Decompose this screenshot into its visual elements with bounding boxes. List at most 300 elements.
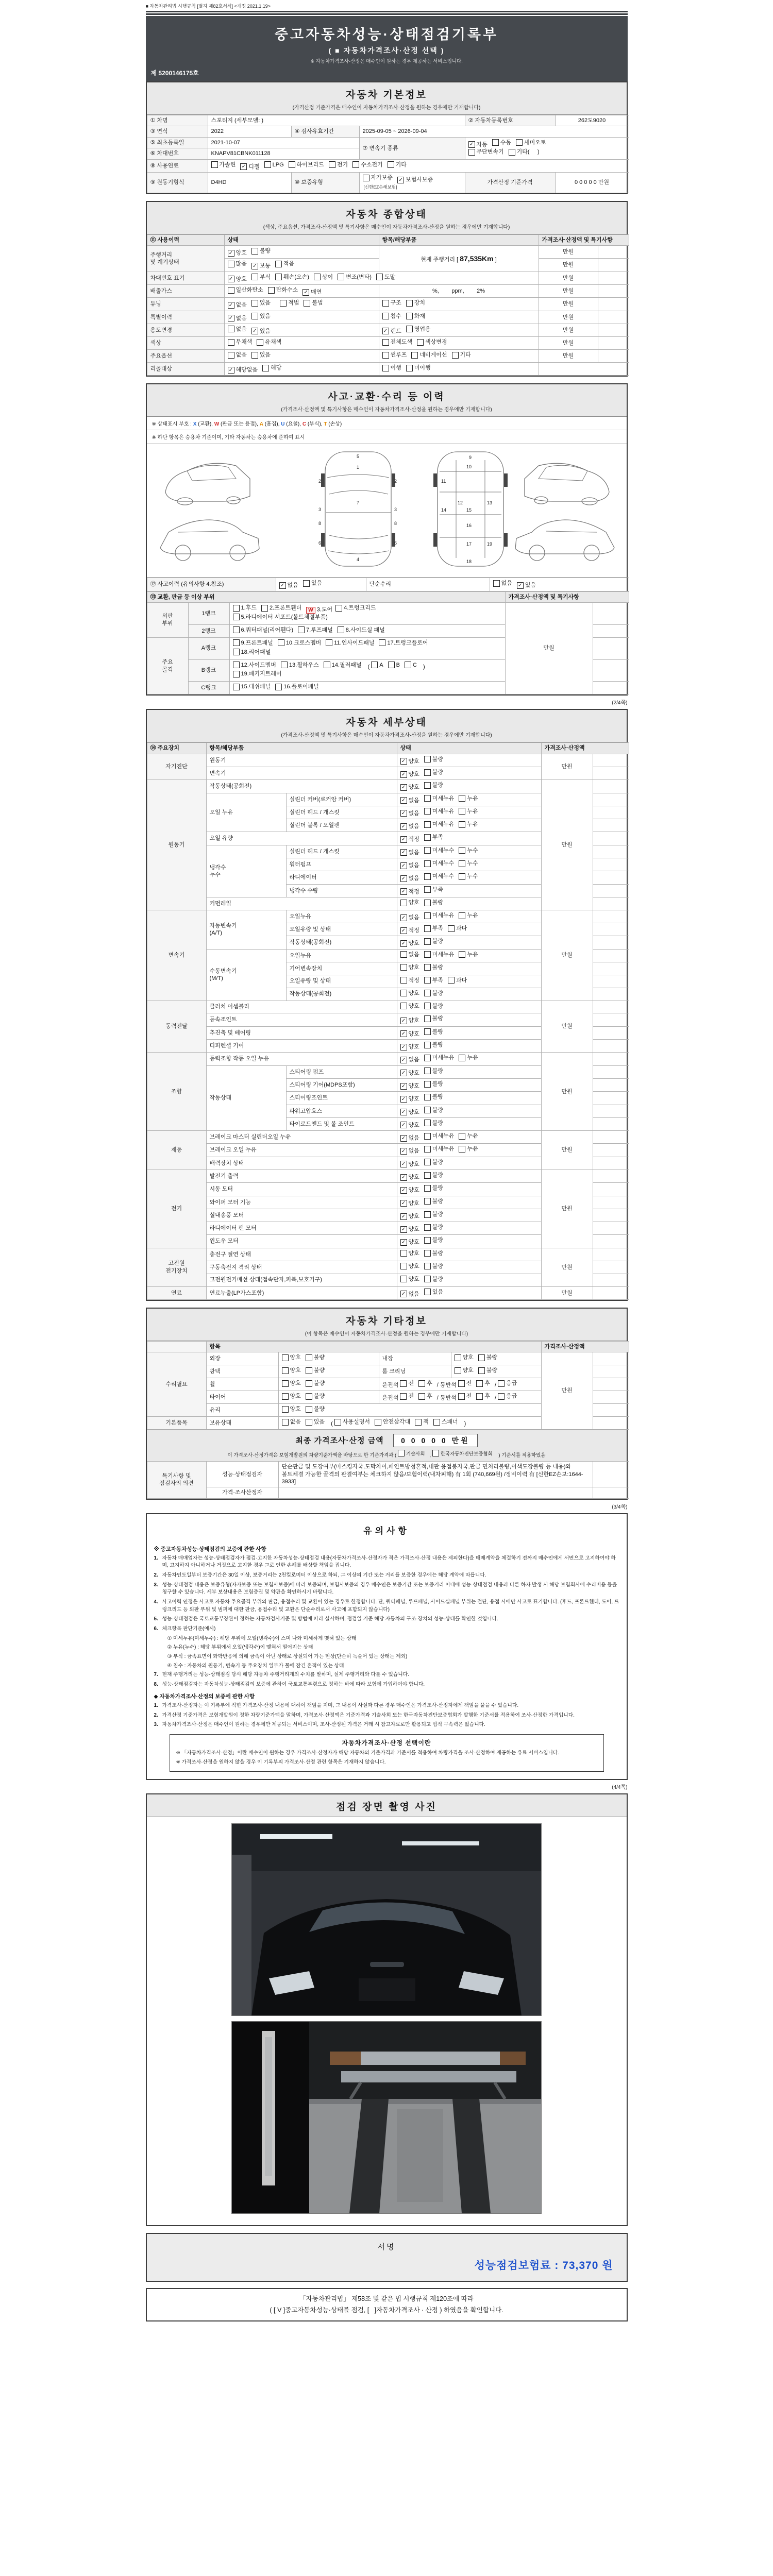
checkbox-16.플로어패널[interactable] — [275, 683, 318, 690]
text-segment: 3.도어 — [316, 606, 336, 613]
checkbox-무단변속기[interactable] — [468, 148, 504, 156]
checkbox-미세누유[interactable] — [424, 1132, 455, 1140]
checkbox-18.리어패널[interactable] — [233, 649, 271, 656]
checkbox-미세누유[interactable] — [424, 808, 455, 815]
checkbox-많음[interactable] — [228, 260, 247, 267]
checkbox-미세누유[interactable] — [424, 1145, 455, 1153]
checkbox-label: 불량 — [432, 1263, 444, 1269]
checkbox-자동[interactable] — [468, 141, 488, 148]
checkbox-양호[interactable] — [228, 276, 247, 283]
checkbox-미세누수[interactable] — [424, 860, 455, 867]
checkbox-해당없음[interactable] — [228, 366, 258, 374]
checkbox-C[interactable] — [405, 662, 417, 669]
checkbox-19.패키지트레이[interactable] — [233, 670, 282, 677]
checkbox-미이행[interactable] — [406, 364, 431, 371]
checkbox-box: ✓ — [400, 1213, 407, 1220]
checkbox-수동[interactable] — [492, 139, 511, 146]
text-segment: (부식), — [306, 421, 324, 428]
row-label: 차대번호 표기 — [147, 272, 224, 284]
checkbox-10.크로스멤버[interactable] — [278, 639, 321, 647]
checkbox-없음[interactable] — [228, 326, 247, 333]
checkbox-누유[interactable] — [459, 951, 478, 958]
checkbox-불량[interactable] — [424, 1198, 443, 1205]
page-mark-3: (3/4쪽) — [612, 1504, 628, 1510]
checkbox-양호[interactable] — [400, 758, 419, 765]
checkbox-응급[interactable] — [498, 1380, 517, 1387]
checkbox-변조(변타)[interactable] — [338, 274, 372, 281]
checkbox-양호[interactable] — [282, 1393, 301, 1400]
value-cell: 브레이크 오일 누유 — [206, 1144, 397, 1157]
checkbox-불량[interactable] — [306, 1354, 325, 1361]
checkbox-불량[interactable] — [424, 1172, 443, 1179]
checkbox-화재[interactable] — [406, 313, 425, 320]
checkbox-세미오토[interactable] — [516, 139, 546, 146]
checkbox-한국자동차진단보증협회[interactable] — [429, 1450, 493, 1459]
value-cell — [593, 1157, 629, 1170]
checkbox-없음[interactable] — [400, 1134, 419, 1142]
checkbox-과다[interactable] — [448, 925, 467, 932]
checkbox-양호[interactable] — [400, 1095, 419, 1103]
checkbox-양호[interactable] — [400, 771, 419, 778]
checkbox-전[interactable] — [458, 1380, 472, 1387]
checkbox-불량[interactable] — [424, 1067, 443, 1075]
checkbox-탄화수소[interactable] — [268, 286, 298, 294]
checkbox-양호[interactable] — [400, 1239, 419, 1246]
checkbox-box — [424, 912, 431, 919]
checkbox-유채색[interactable] — [257, 338, 281, 346]
checkbox-불량[interactable] — [251, 247, 271, 255]
row-label: 배출가스 — [147, 284, 224, 297]
value-cell — [397, 845, 541, 858]
checkbox-양호[interactable] — [400, 1070, 419, 1077]
checkbox-불량[interactable] — [424, 769, 443, 776]
checkbox-색상변경[interactable] — [417, 338, 447, 346]
checkbox-누유[interactable] — [459, 1145, 478, 1153]
checkbox-미세누수[interactable] — [424, 847, 455, 854]
checkbox-미세누유[interactable] — [424, 795, 455, 802]
checkbox-box — [459, 860, 465, 867]
value-cell: 수동변속기 (M/T) — [206, 949, 286, 1001]
checkbox-불량[interactable] — [424, 964, 443, 971]
checkbox-안전삼각대[interactable] — [375, 1418, 410, 1426]
checkbox-매연[interactable] — [303, 289, 322, 296]
checkbox-없음[interactable] — [400, 862, 419, 869]
checkbox-누유[interactable] — [459, 912, 478, 919]
checkbox-일산화탄소[interactable] — [228, 286, 263, 294]
checkbox-부족[interactable] — [424, 925, 443, 932]
checkbox-있음[interactable] — [251, 313, 271, 320]
checkbox-적정[interactable] — [400, 927, 419, 934]
value-cell: 연료누출(LP가스포함) — [206, 1286, 397, 1299]
checkbox-box: ✓ — [400, 1239, 407, 1246]
checkbox-13.휠하우스[interactable] — [281, 662, 319, 669]
checkbox-불량[interactable] — [424, 1080, 443, 1088]
checkbox-후[interactable] — [418, 1393, 432, 1400]
checkbox-불량[interactable] — [424, 1015, 443, 1022]
form-reference: ■ 자동차관리법 시행규칙 [별지 제82호서식] <개정 2021.1.19> — [145, 4, 271, 9]
checkbox-box — [329, 161, 335, 168]
checkbox-양호[interactable] — [400, 1161, 419, 1168]
checkbox-훼손(오손)[interactable] — [275, 274, 309, 281]
section-notices — [146, 1513, 628, 1781]
checkbox-불량[interactable] — [424, 1250, 443, 1257]
checkbox-label: 전 — [408, 1393, 414, 1399]
value-cell — [379, 362, 539, 375]
checkbox-box — [268, 287, 275, 294]
checkbox-기타[interactable] — [388, 161, 407, 168]
value-cell — [451, 1365, 541, 1378]
checkbox-없음[interactable] — [493, 580, 512, 587]
section-detail-condition — [146, 709, 628, 1301]
value-cell: 오일 유량 — [206, 832, 397, 845]
checkbox-label: 양호 — [408, 1276, 419, 1282]
checkbox-양호[interactable] — [282, 1367, 301, 1374]
checkbox-누유[interactable] — [459, 808, 478, 815]
checkbox-적정[interactable] — [400, 977, 419, 984]
checkbox-12.사이드멤버[interactable] — [233, 662, 276, 669]
checkbox-box: ✓ — [400, 1083, 407, 1090]
rankC-frames — [229, 682, 505, 694]
svg-text:17: 17 — [466, 541, 472, 547]
checkbox-디젤[interactable] — [240, 163, 259, 171]
checkbox-네비게이션[interactable] — [411, 351, 447, 359]
value-cell: 유리 — [206, 1403, 278, 1416]
checkbox-불량[interactable] — [424, 1003, 443, 1010]
checkbox-LPG[interactable] — [264, 161, 284, 168]
checkbox-보험사보증[interactable] — [397, 176, 433, 183]
checkbox-양호[interactable] — [400, 1213, 419, 1220]
checkbox-label: 한국자동차진단보증협회 — [440, 1451, 493, 1457]
checkbox-미세누유[interactable] — [424, 1054, 455, 1061]
checkbox-보통[interactable] — [251, 262, 271, 269]
checkbox-box: ✓ — [400, 1200, 407, 1207]
checkbox-후[interactable] — [476, 1380, 490, 1387]
checkbox-불량[interactable] — [424, 1093, 443, 1100]
checkbox-양호[interactable] — [400, 1250, 419, 1257]
checkbox-누유[interactable] — [459, 1132, 478, 1140]
notice-item: 6. 체크항목 판단기준(예시) — [154, 1626, 216, 1632]
value-cell — [593, 1117, 629, 1130]
checkbox-8.사이드실 패널[interactable] — [338, 626, 385, 634]
value-cell — [593, 1403, 629, 1416]
checkbox-적정[interactable] — [400, 836, 419, 843]
checkbox-15.대쉬패널[interactable] — [233, 683, 271, 690]
section-confirmation — [146, 2288, 628, 2321]
checkbox-양호[interactable] — [400, 1226, 419, 1233]
checkbox-자가보증[interactable] — [363, 174, 393, 181]
svg-text:4: 4 — [356, 557, 359, 563]
value-cell — [593, 767, 629, 779]
checkbox-없음[interactable] — [282, 1418, 301, 1426]
checkbox-전[interactable] — [400, 1393, 414, 1400]
checkbox-A[interactable] — [371, 662, 383, 669]
checkbox-적법[interactable] — [280, 299, 299, 307]
checkbox-양호[interactable] — [455, 1354, 474, 1361]
engine-type: D4HD — [208, 173, 291, 193]
checkbox-불량[interactable] — [424, 782, 443, 789]
checkbox-불법[interactable] — [304, 299, 323, 307]
checkbox-미세누수[interactable] — [424, 873, 455, 880]
checkbox-label: 부족 — [432, 886, 444, 893]
value-cell — [397, 1065, 541, 1078]
checkbox-label: 수동 — [500, 139, 512, 146]
checkbox-label: 불량 — [313, 1380, 325, 1387]
checkbox-양호[interactable] — [400, 1276, 419, 1283]
checkbox-있음[interactable] — [303, 580, 322, 587]
checkbox-불량[interactable] — [424, 1159, 443, 1166]
checkbox-이행[interactable] — [382, 364, 401, 371]
checkbox-부족[interactable] — [424, 886, 443, 893]
checkbox-양호[interactable] — [455, 1367, 474, 1374]
checkbox-응급[interactable] — [498, 1393, 517, 1400]
checkbox-box — [424, 821, 431, 828]
checkbox-없음[interactable] — [400, 823, 419, 830]
checkbox-label: 미세누유 — [432, 1055, 455, 1061]
checkbox-box — [400, 1276, 407, 1282]
price-cell: 만원 — [539, 272, 598, 284]
checkbox-전[interactable] — [458, 1393, 472, 1400]
checkbox-양호[interactable] — [400, 899, 419, 906]
checkbox-불량[interactable] — [424, 938, 443, 945]
checkbox-상이[interactable] — [314, 274, 333, 281]
checkbox-전[interactable] — [400, 1380, 414, 1387]
value-cell: 오일유량 및 상태 — [286, 923, 397, 936]
checkbox-후[interactable] — [418, 1380, 432, 1387]
checkbox-누유[interactable] — [459, 1054, 478, 1061]
transmission-type — [465, 137, 629, 159]
svg-text:15: 15 — [466, 507, 472, 513]
checkbox-label: 누유 — [467, 1146, 478, 1153]
checkbox-box — [498, 1380, 505, 1387]
checkbox-불량[interactable] — [424, 1236, 443, 1244]
checkbox-불량[interactable] — [424, 1276, 443, 1283]
checkbox-양호[interactable] — [400, 1003, 419, 1010]
checkbox-양호[interactable] — [400, 1174, 419, 1181]
checkbox-불량[interactable] — [424, 1263, 443, 1270]
checkbox-있음[interactable] — [251, 328, 271, 335]
checkbox-label: 해당없음 — [236, 366, 258, 373]
checkbox-썬루프[interactable] — [382, 351, 407, 359]
value-cell: 실린더 헤드 / 개스킷 — [286, 806, 397, 819]
price-cell: 만원 — [541, 1053, 593, 1131]
checkbox-label: 전 — [466, 1393, 472, 1399]
value-cell — [379, 1378, 541, 1391]
checkbox-가솔린[interactable] — [211, 161, 236, 168]
checkbox-14.필러패널[interactable] — [324, 662, 362, 669]
checkbox-양호[interactable] — [400, 784, 419, 791]
checkbox-양호[interactable] — [400, 1109, 419, 1116]
checkbox-양호[interactable] — [282, 1405, 301, 1413]
checkbox-없음[interactable] — [400, 914, 419, 921]
checkbox-양호[interactable] — [400, 990, 419, 997]
checkbox-있음[interactable] — [306, 1418, 325, 1426]
checkbox-box — [459, 808, 465, 815]
checkbox-17.트렁크플로어[interactable] — [379, 639, 428, 647]
checkbox-불량[interactable] — [306, 1393, 325, 1400]
checkbox-있음[interactable] — [517, 582, 536, 589]
checkbox-잭[interactable] — [415, 1418, 429, 1426]
checkbox-불량[interactable] — [478, 1367, 497, 1374]
checkbox-없음[interactable] — [279, 582, 298, 589]
checkbox-양호[interactable] — [400, 1030, 419, 1038]
checkbox-불량[interactable] — [424, 899, 443, 906]
checkbox-누유[interactable] — [459, 821, 478, 828]
checkbox-스패너[interactable] — [433, 1418, 458, 1426]
checkbox-없음[interactable] — [400, 1056, 419, 1063]
warranty-type — [359, 173, 465, 193]
value-cell: 윈도우 모터 — [206, 1235, 397, 1248]
checkbox-양호[interactable] — [282, 1354, 301, 1361]
value-cell — [397, 975, 541, 988]
checkbox-미세누유[interactable] — [424, 821, 455, 828]
checkbox-불량[interactable] — [424, 990, 443, 997]
checkbox-box: ✓ — [400, 1122, 407, 1128]
checkbox-9.프론트패널[interactable] — [233, 639, 273, 647]
checkbox-있음[interactable] — [424, 1289, 443, 1296]
checkbox-불량[interactable] — [424, 1107, 443, 1114]
checkbox-장치[interactable] — [406, 299, 425, 307]
checkbox-box — [306, 1406, 312, 1413]
page-mark-4: (4/4쪽) — [612, 1785, 628, 1791]
checkbox-도말[interactable] — [376, 274, 395, 281]
checkbox-사용설명서[interactable] — [334, 1418, 370, 1426]
checkbox-영업용[interactable] — [406, 326, 431, 333]
checkbox-불량[interactable] — [424, 1041, 443, 1048]
checkbox-7.루프패널[interactable] — [298, 626, 333, 634]
checkbox-미세누유[interactable] — [424, 912, 455, 919]
checkbox-전기[interactable] — [329, 161, 348, 168]
checkbox-label: 기술사회 — [406, 1451, 425, 1457]
checkbox-미세누유[interactable] — [424, 951, 455, 958]
checkbox-해당[interactable] — [262, 364, 281, 371]
checkbox-box: ✓ — [397, 177, 404, 183]
checkbox-box — [424, 900, 431, 906]
value-cell — [598, 298, 629, 311]
checkbox-양호[interactable] — [400, 964, 419, 971]
checkbox-양호[interactable] — [400, 1187, 419, 1194]
checkbox-없음[interactable] — [400, 951, 419, 958]
checkbox-부족[interactable] — [424, 834, 443, 841]
checkbox-적음[interactable] — [275, 260, 294, 267]
checkbox-없음[interactable] — [400, 1291, 419, 1298]
checkbox-5.라디에이터 서포트(볼트체결부품)[interactable] — [233, 614, 328, 621]
checkbox-기타( )[interactable] — [509, 148, 540, 156]
checkbox-box — [382, 365, 389, 371]
checkbox-있음[interactable] — [251, 299, 271, 307]
checkbox-양호[interactable] — [400, 1122, 419, 1129]
checkbox-전체도색[interactable] — [382, 338, 413, 346]
checkbox-렌트[interactable] — [382, 328, 401, 335]
checkbox-6.쿼터패널(리어휀다)[interactable] — [233, 626, 294, 634]
checkbox-기술사회[interactable] — [398, 1450, 425, 1457]
checkbox-후[interactable] — [476, 1393, 490, 1400]
checkbox-누수[interactable] — [459, 873, 478, 880]
checkbox-적정[interactable] — [400, 888, 419, 895]
price-cell: 만원 — [539, 311, 598, 324]
checkbox-부족[interactable] — [424, 977, 443, 984]
checkbox-불량[interactable] — [306, 1367, 325, 1374]
price-cell: 만원 — [539, 284, 598, 297]
checkbox-양호[interactable] — [400, 1082, 419, 1090]
checkbox-없음[interactable] — [400, 849, 419, 856]
checkbox-불량[interactable] — [424, 1120, 443, 1127]
checkbox-11.인사이드패널[interactable] — [326, 639, 374, 647]
checkbox-불량[interactable] — [424, 756, 443, 763]
checkbox-box — [233, 614, 240, 620]
checkbox-box — [233, 626, 240, 633]
checkbox-불량[interactable] — [424, 1184, 443, 1192]
checkbox-양호[interactable] — [400, 1043, 419, 1050]
checkbox-양호[interactable] — [282, 1380, 301, 1387]
text-segment: U — [281, 421, 285, 428]
base-price: 0 0 0 0 0 만원 — [555, 173, 629, 193]
value-cell — [593, 1352, 629, 1365]
value-cell: 작동상태(공회전) — [206, 780, 397, 793]
checkbox-없음[interactable] — [228, 301, 247, 309]
checkbox-양호[interactable] — [400, 940, 419, 947]
checkbox-양호[interactable] — [400, 1263, 419, 1270]
checkbox-불량[interactable] — [424, 1028, 443, 1036]
checkbox-불량[interactable] — [424, 1211, 443, 1218]
checkbox-누수[interactable] — [459, 847, 478, 854]
checkbox-없음[interactable] — [400, 797, 419, 804]
checkbox-2.프론트휀더[interactable] — [261, 604, 301, 612]
checkbox-label: 있음 — [311, 580, 323, 587]
checkbox-없음[interactable] — [400, 875, 419, 882]
checkbox-침수[interactable] — [382, 313, 401, 320]
checkbox-불량[interactable] — [424, 1224, 443, 1231]
checkbox-없음[interactable] — [400, 810, 419, 817]
checkbox-없음[interactable] — [400, 1147, 419, 1155]
notice-heading: ※ 중고자동차성능·상태점검의 보증에 관한 사항 — [154, 1546, 266, 1552]
checkbox-구조[interactable] — [382, 299, 401, 307]
checkbox-양호[interactable] — [400, 1017, 419, 1024]
checkbox-label: 후 — [427, 1380, 432, 1387]
checkbox-불량[interactable] — [306, 1380, 325, 1387]
checkbox-box — [424, 886, 431, 893]
notice-item: 5. 성능·상태점검은 국토교통부장관이 정하는 자동차검사기준 및 방법에 따라 실시하며, 점검일 기준 해당 자동차의 구조·장치의 성능·상태를 확인한 것입니다. — [154, 1616, 498, 1622]
checkbox-box: ✓ — [303, 289, 309, 296]
checkbox-있음[interactable] — [251, 351, 271, 359]
checkbox-누수[interactable] — [459, 860, 478, 867]
checkbox-기타[interactable] — [452, 351, 471, 359]
checkbox-label: 16.플로어패널 — [283, 684, 319, 690]
checkbox-label: 화재 — [414, 313, 426, 319]
section-accident-header — [147, 384, 627, 417]
confirmation-line-2: ( [ V ]중고자동차성능·상태를 점검, [ ]자동차가격조사 · 산정 ) 하였음을 확인합니다. — [270, 2306, 503, 2314]
checkbox-label: 유채색 — [265, 339, 282, 346]
checkbox-label: C — [412, 662, 417, 668]
checkbox-4.트렁크리드[interactable] — [335, 604, 376, 612]
checkbox-양호[interactable] — [228, 249, 247, 257]
checkbox-불량[interactable] — [478, 1354, 497, 1361]
checkbox-무채색[interactable] — [228, 338, 253, 346]
checkbox-1.후드[interactable] — [233, 604, 257, 612]
checkbox-하이브리드[interactable] — [289, 161, 324, 168]
checkbox-없음[interactable] — [228, 315, 247, 322]
checkbox-불량[interactable] — [306, 1405, 325, 1413]
value-cell — [593, 1078, 629, 1091]
checkbox-없음[interactable] — [228, 351, 247, 359]
checkbox-box — [424, 795, 431, 802]
checkbox-부식[interactable] — [251, 274, 271, 281]
checkbox-수소전기[interactable] — [352, 161, 383, 168]
section-etc-info — [146, 1308, 628, 1500]
checkbox-B[interactable] — [388, 662, 400, 669]
checkbox-양호[interactable] — [400, 1200, 419, 1207]
checkbox-과다[interactable] — [448, 977, 467, 984]
checkbox-누유[interactable] — [459, 795, 478, 802]
